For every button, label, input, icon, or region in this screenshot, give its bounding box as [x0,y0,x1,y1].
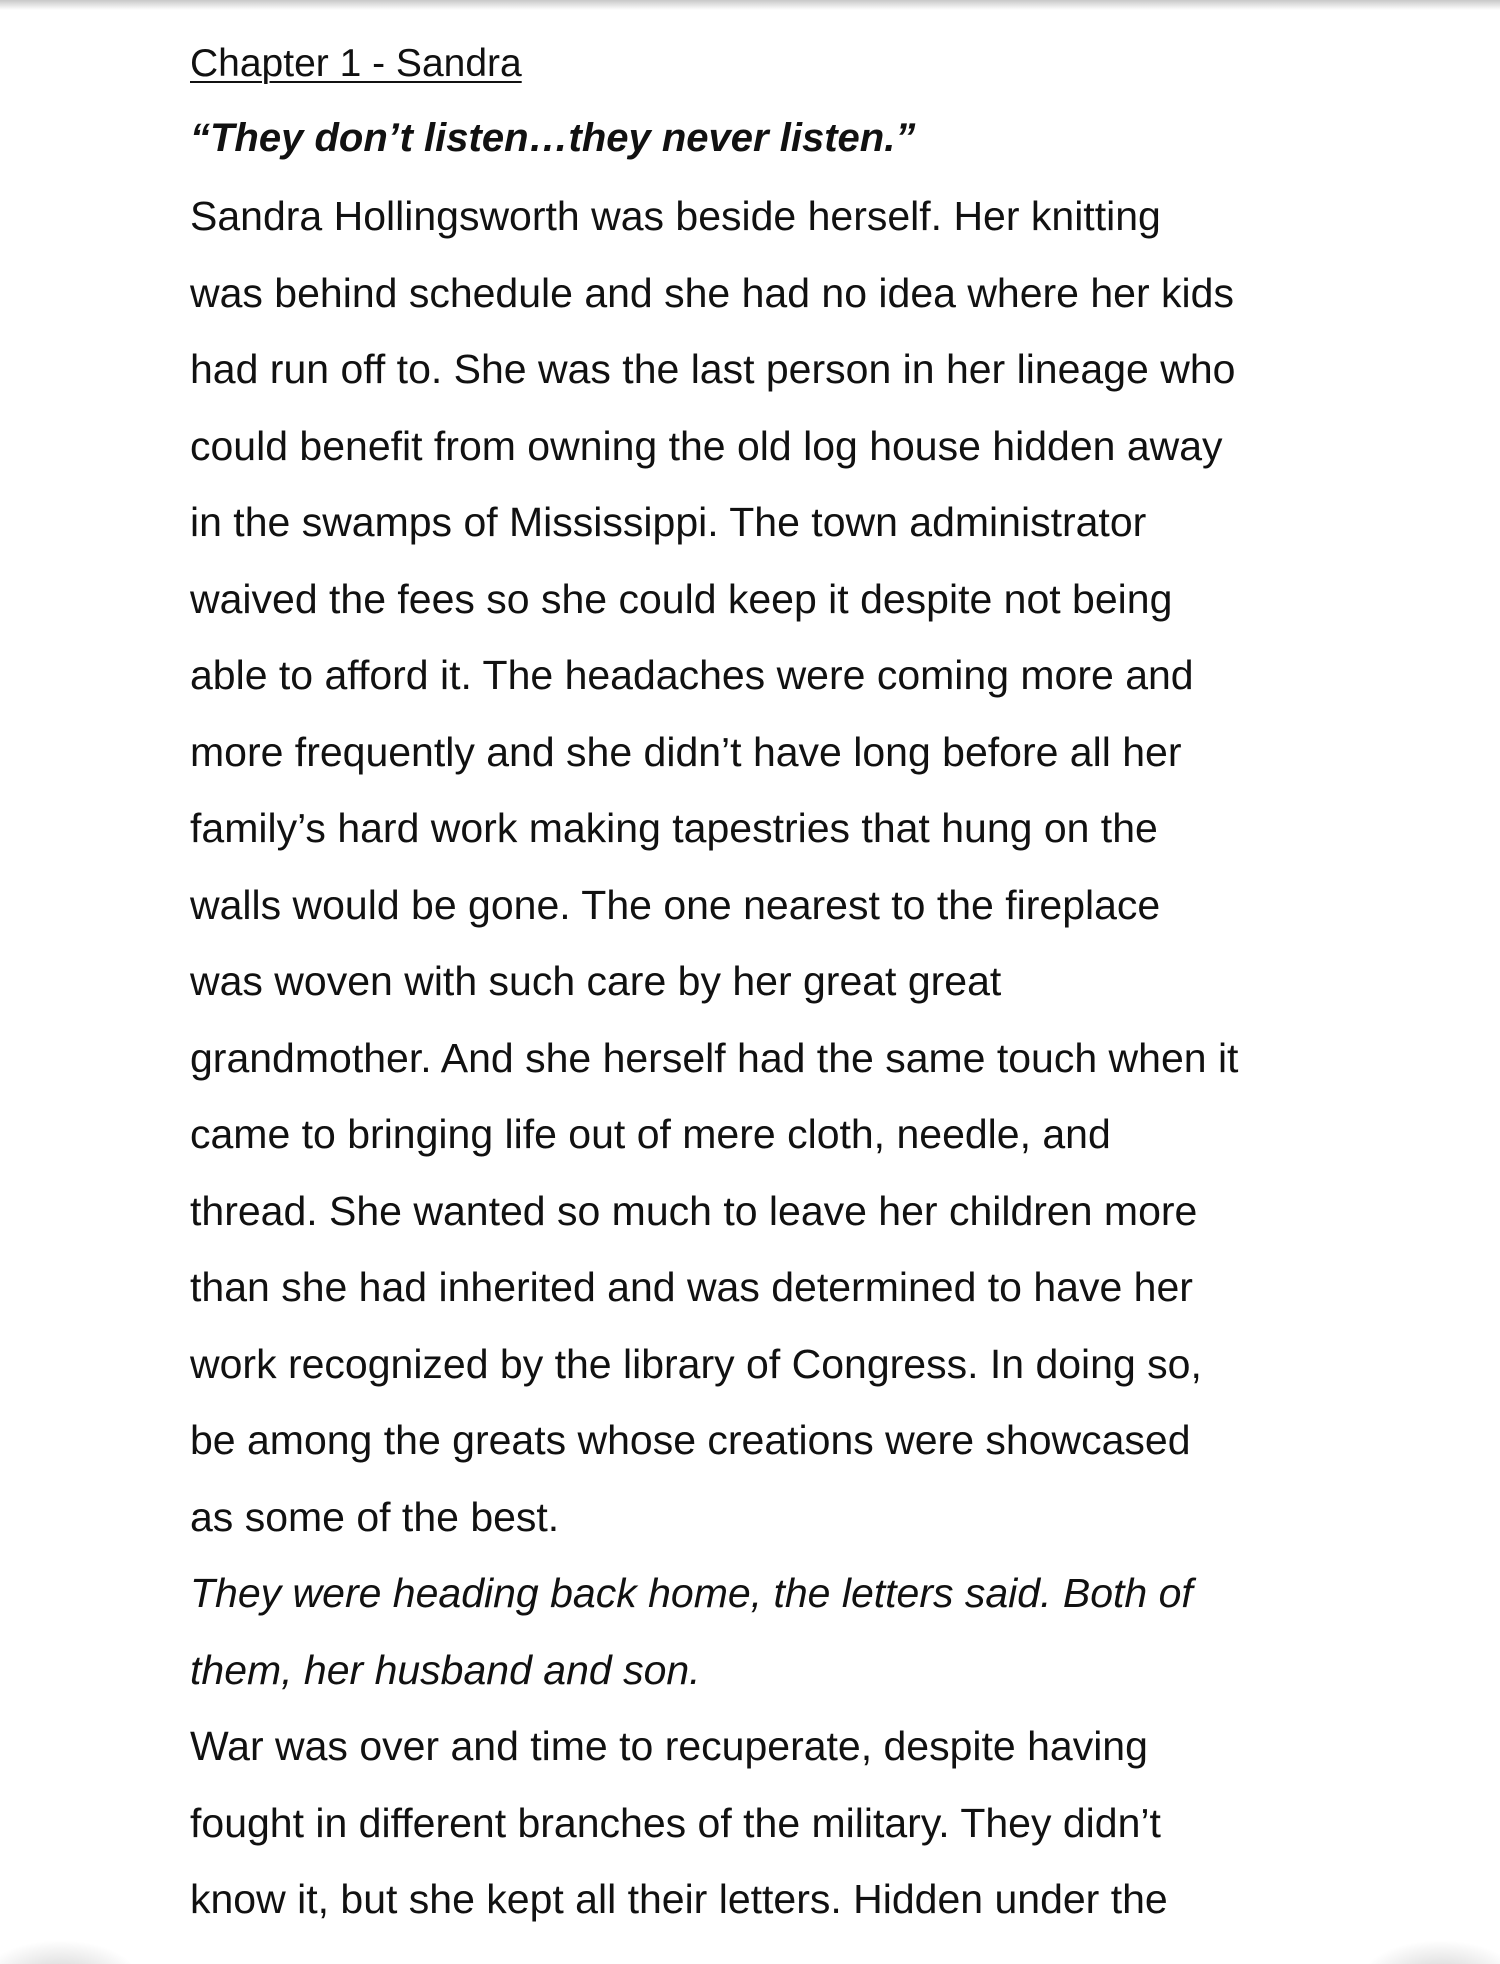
text-line: as some of the best. [190,1493,560,1540]
bottom-right-shadow [1360,1940,1500,1964]
text-line: be among the greats whose creations were showcased [190,1417,1191,1463]
bottom-left-shadow [0,1940,140,1964]
text-line: family’s hard work making tapestries that hung on the [190,805,1158,851]
text-line: grandmother. And she herself had the same touch when it [190,1034,1239,1081]
text-line: was woven with such care by her great great [190,958,1002,1004]
top-edge-shadow [0,0,1500,10]
text-line: in the swamps of Mississippi. The town administrator [190,499,1147,545]
text-line: Sandra Hollingsworth was beside herself. Her knitting [190,193,1161,239]
text-line: could benefit from owning the old log house hidden away [190,422,1223,469]
italic-text-line: They were heading back home, the letters said. Both of [190,1570,1193,1616]
text-line: than she had inherited and was determined to have her [190,1264,1193,1310]
text-line: fought in different branches of the military. They didn’t [190,1799,1161,1846]
italic-text-line: them, her husband and son. [190,1646,701,1693]
text-line: had run off to. She was the last person in her lineage who [190,346,1236,392]
text-line: came to bringing life out of mere cloth, needle, and [190,1111,1111,1157]
text-line: waived the fees so she could keep it despite not being [190,575,1173,622]
text-line: more frequently and she didn’t have long before all her [190,728,1182,775]
chapter-title: Chapter 1 - Sandra [190,42,522,85]
text-line: walls would be gone. The one nearest to the fireplace [190,881,1161,928]
text-line: War was over and time to recuperate, despite having [190,1723,1148,1769]
text-line: know it, but she kept all their letters. Hidden under the [190,1876,1168,1922]
text-line: was behind schedule and she had no idea where her kids [190,269,1234,316]
epigraph-quote: “They don’t listen…they never listen.” [190,116,916,160]
text-line: work recognized by the library of Congress. In doing so, [190,1340,1202,1387]
text-line: thread. She wanted so much to leave her children more [190,1187,1198,1234]
text-line: able to afford it. The headaches were coming more and [190,652,1194,698]
